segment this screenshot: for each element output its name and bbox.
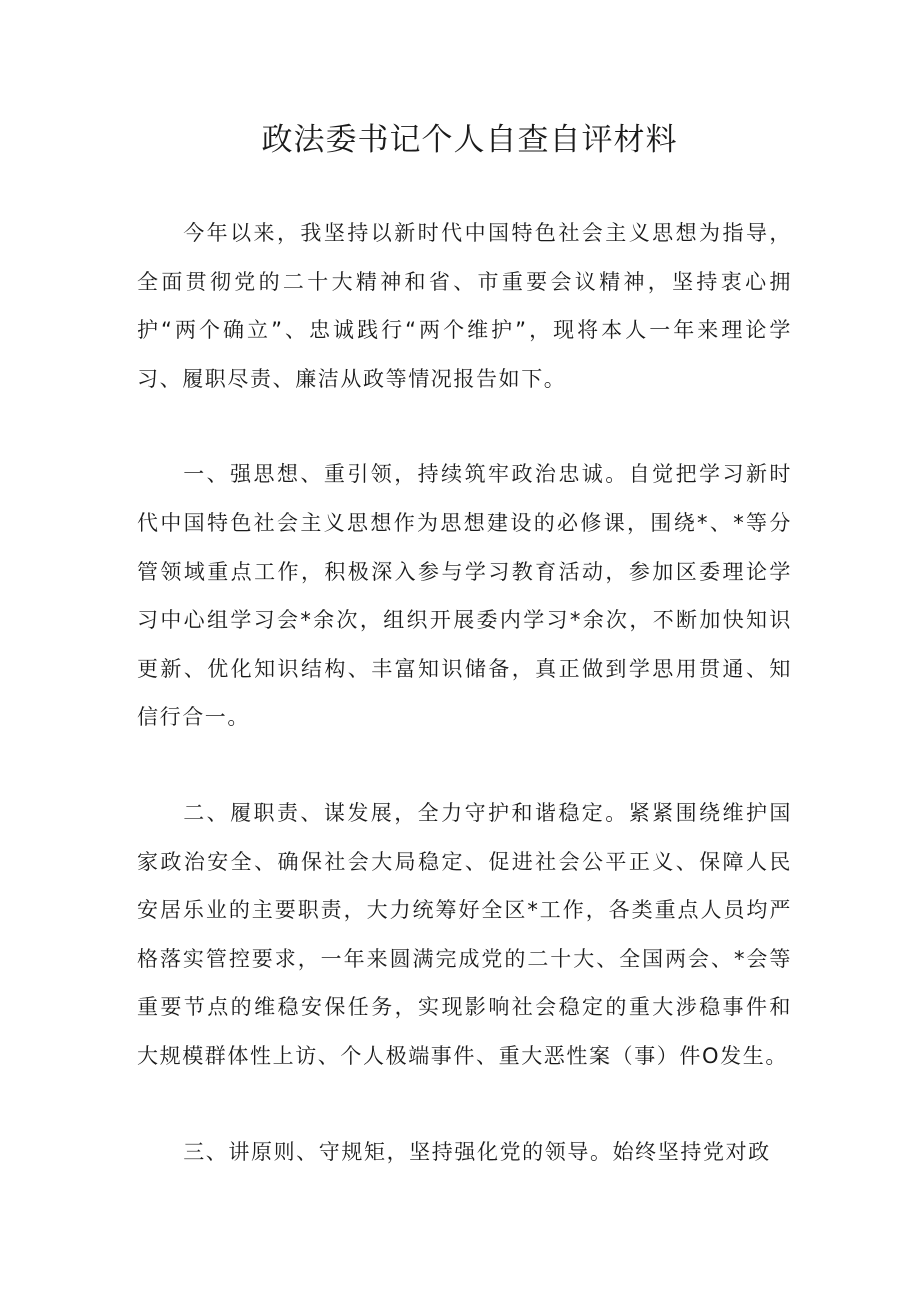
paragraph-section-1: 一、强思想、重引领，持续筑牢政治忠诚。自觉把学习新时代中国特色社会主义思想作为思想建设的必修课，围绕*、*等分管领域重点工作，积极深入参与学习教育活动，参加区委理论学习中心组学习会*余次，组织开展委内学习*余次，不断加快知识更新、优化知识结构、丰富知识储备，真正做到学思用贯通、知信行合一。 bbox=[137, 462, 792, 730]
paragraph-section-2: 二、履职责、谋发展，全力守护和谐稳定。紧紧围绕维护国家政治安全、确保社会大局稳定、促进社会公平正义、保障人民安居乐业的主要职责，大力统筹好全区*工作，各类重点人员均严格落实管控要求，一年来圆满完成党的二十大、全国两会、*会等重要节点的维稳安保任务，实现影响社会稳定的重大涉稳事件和大规模群体性上访、个人极端事件、重大恶性案（事）件O发生。 bbox=[137, 800, 792, 1068]
document-title: 政法委书记个人自查自评材料 bbox=[261, 122, 678, 158]
paragraph-intro: 今年以来，我坚持以新时代中国特色社会主义思想为指导，全面贯彻党的二十大精神和省、市重要会议精神，坚持衷心拥护“两个确立”、忠诚践行“两个维护”，现将本人一年来理论学习、履职尽责、廉洁从政等情况报告如下。 bbox=[137, 221, 792, 391]
paragraph-section-3: 三、讲原则、守规矩，坚持强化党的领导。始终坚持党对政 bbox=[183, 1139, 771, 1164]
